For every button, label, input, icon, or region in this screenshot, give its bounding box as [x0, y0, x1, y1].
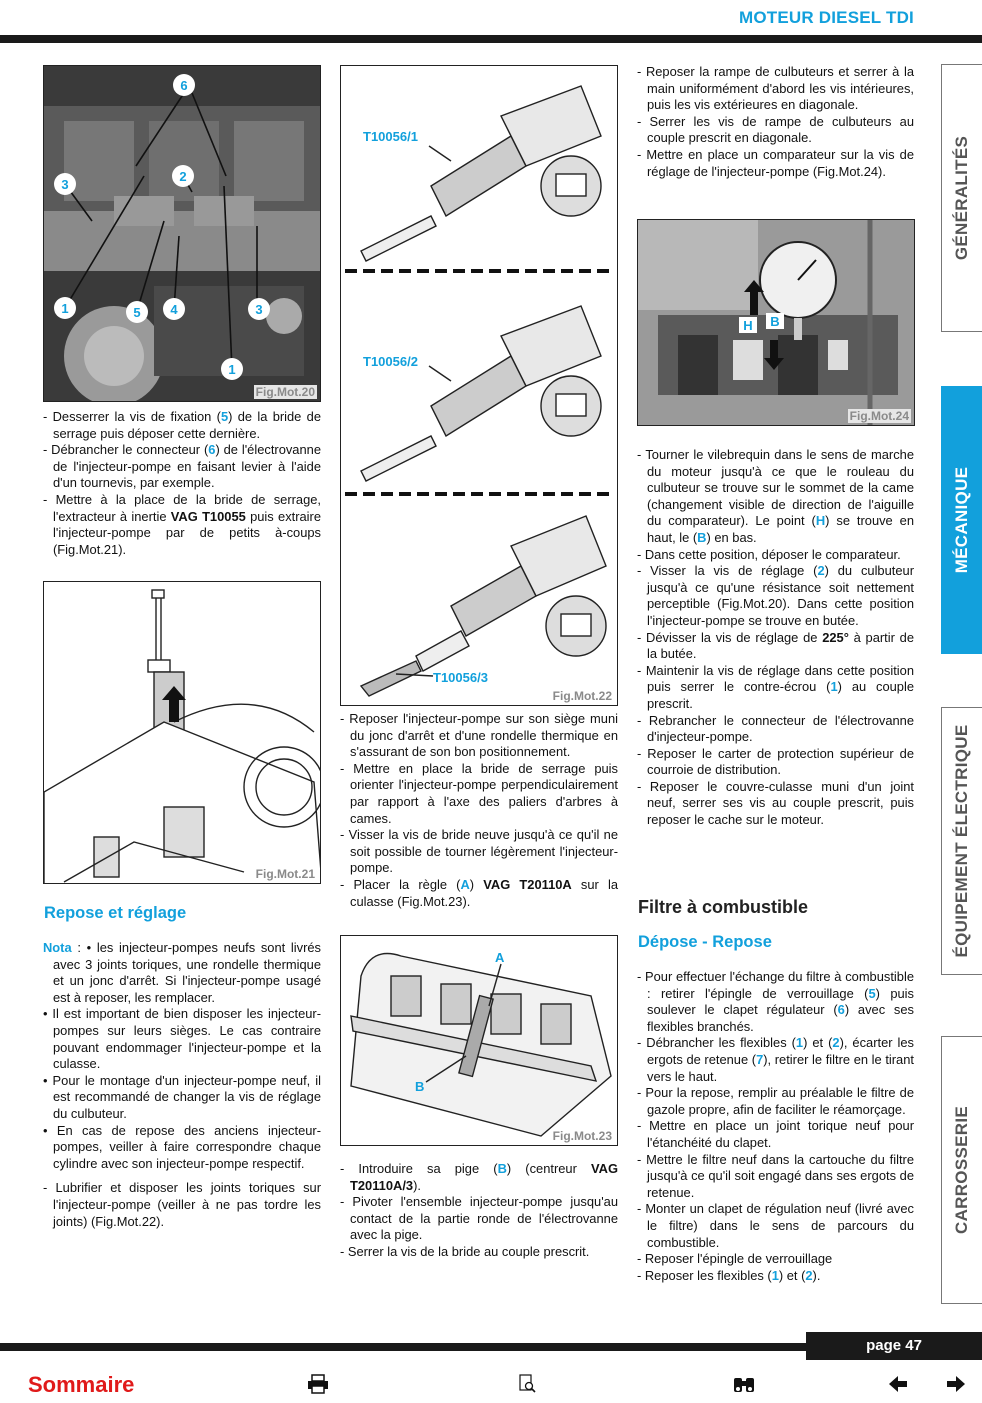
tab-generalites[interactable]	[941, 64, 982, 332]
search-document-icon[interactable]	[519, 1374, 537, 1399]
tab-label: GÉNÉRALITÉS	[952, 135, 971, 261]
list-item: - Rebrancher le connecteur de l'électrovanne d'injecteur-pompe.	[637, 712, 914, 745]
tab-label: MÉCANIQUE	[952, 466, 971, 574]
figure-mot-21	[43, 581, 321, 884]
list-item: - Mettre en place un joint torique neuf pour l'étanchéité du clapet.	[637, 1118, 914, 1150]
column-3-steps-2	[637, 447, 914, 829]
section-heading-filtre: Filtre à combustible	[638, 897, 809, 917]
list-item: - Reposer les flexibles (1) et (2).	[637, 1267, 821, 1283]
section-heading-repose-reglage: Repose et réglage	[44, 904, 187, 922]
list-item: - Introduire sa pige (B) (centreur VAG T20110A/3).	[340, 1161, 618, 1193]
tab-label: ÉQUIPEMENT ÉLECTRIQUE	[952, 724, 971, 958]
header-bar	[0, 35, 982, 43]
binoculars-icon[interactable]	[732, 1374, 756, 1399]
column-3-steps	[637, 64, 914, 180]
list-item: - Mettre à la place de la bride de serrage, l'extracteur à inertie VAG T10055 puis extraire l'injecteur-pompe par de petits à-coups (Fig.Mot.21).	[43, 491, 322, 557]
column-1-steps	[43, 409, 321, 558]
callout-label: 6	[180, 78, 188, 93]
figure-caption: Fig.Mot.20	[255, 385, 315, 399]
figure-mot-22	[340, 65, 618, 706]
list-item: - Visser la vis de réglage (2) du culbuteur jusqu'à ce qu'une résistance soit nettement perceptible (Fig.Mot.20). Dans cette position l'injecteur-pompe se trouve en butée.	[637, 563, 914, 628]
column-2-steps	[340, 711, 618, 910]
list-item: - Débrancher le connecteur (6) de l'électrovanne de l'injecteur-pompe en faisant levier à l'aide d'un tournevis, par exemple.	[43, 442, 321, 491]
list-item: - Dans cette position, déposer le comparateur.	[637, 546, 901, 562]
figure-caption: Fig.Mot.24	[849, 409, 909, 423]
callout-label: 4	[170, 302, 178, 317]
list-item: - Dévisser la vis de réglage de 225° à partir de la butée.	[637, 629, 914, 662]
list-item: - Mettre en place la bride de serrage puis orienter l'injecteur-pompe perpendiculairement par rapport à l'axe des paliers d'arbres à cames.	[340, 760, 618, 826]
list-item: - Reposer le carter de protection supérieur de courroie de distribution.	[637, 745, 914, 778]
part-label: A	[495, 950, 505, 965]
tab-equipement-electrique[interactable]	[941, 707, 982, 975]
list-item: - Maintenir la vis de réglage dans cette position puis serrer le contre-écrou (1) au couple prescrit.	[637, 662, 915, 711]
section-heading-depose-repose: Dépose - Repose	[638, 933, 772, 951]
figure-mot-24	[637, 219, 915, 426]
arrow-right-icon[interactable]	[945, 1374, 967, 1399]
header-title: MOTEUR DIESEL TDI	[739, 8, 914, 27]
dial-gauge-photo-illustration	[638, 220, 915, 426]
list-item: - Reposer le couvre-culasse muni d'un joint neuf, serrer ses vis au couple prescrit, puis reposer le cache sur le moteur.	[637, 778, 914, 828]
point-label: H	[743, 318, 753, 333]
callout-label: 5	[133, 305, 141, 320]
figure-mot-23	[340, 935, 618, 1146]
list-item: - Reposer l'injecteur-pompe sur son siège muni du jonc d'arrêt et d'une rondelle thermique en s'assurant de son bon positionnement.	[340, 711, 618, 760]
nota-item: • Pour le montage d'un injecteur-pompe neuf, il est recommandé de changer la vis de réglage du culbuteur.	[43, 1072, 321, 1121]
callout-label: 3	[61, 177, 69, 192]
list-item: - Visser la vis de bride neuve jusqu'à ce qu'il ne soit possible de tourner légèrement l'injecteur-pompe.	[340, 827, 618, 876]
tool-label: T10056/1	[363, 129, 418, 144]
list-item: - Desserrer la vis de fixation (5) de la bride de serrage puis déposer cette dernière.	[43, 409, 321, 441]
sommaire-link[interactable]: Sommaire	[28, 1372, 135, 1397]
injector-pumps-illustration	[341, 66, 618, 706]
list-item: - Serrer la vis de la bride au couple prescrit.	[340, 1243, 590, 1259]
callout-label: 1	[228, 362, 236, 377]
list-item: - Pour la repose, remplir au préalable le filtre de gazole propre, afin de faciliter le réamorçage.	[637, 1085, 914, 1117]
list-item: - Serrer les vis de rampe de culbuteurs au couple prescrit en diagonale.	[637, 113, 914, 146]
tab-mecanique[interactable]	[941, 386, 982, 654]
callout-label: 2	[179, 169, 187, 184]
column-2-steps-2	[340, 1161, 618, 1261]
list-item: - Reposer la rampe de culbuteurs et serrer à la main uniformément d'abord les vis intérieures, puis les vis extérieures en diagonale.	[637, 64, 914, 113]
engine-photo-illustration	[44, 66, 321, 402]
tab-carrosserie[interactable]	[941, 1036, 982, 1304]
callout-label: 1	[61, 301, 69, 316]
part-label: B	[415, 1079, 425, 1094]
nota-item: • Il est important de bien disposer les injecteur-pompes sur leurs sièges. Le cas contraire pouvant endommager l'injecteur-pompe et la culasse.	[43, 1006, 321, 1072]
nota-item: Nota : • les injecteur-pompes neufs sont livrés avec 3 joints toriques, une rondelle thermique et un jonc d'arrêt. Si l'injecteur-pompe usagé est à reposer, les remplacer.	[43, 940, 321, 1005]
list-item: - Mettre en place un comparateur sur la vis de réglage de l'injecteur-pompe (Fig.Mot.24).	[637, 146, 914, 179]
nota-item: • En cas de repose des anciens injecteur-pompes, veiller à faire correspondre chaque cylindre avec son injecteur-pompe respectif.	[43, 1122, 321, 1171]
tool-label: T10056/2	[363, 354, 418, 369]
nota-label: Nota	[43, 940, 72, 955]
tool-label: T10056/3	[433, 670, 488, 685]
point-label: B	[770, 314, 780, 329]
list-item: - Pour effectuer l'échange du filtre à combustible : retirer l'épingle de verrouillage (5) puis soulever le clapet régulateur (6) avec ses flexibles branchés.	[637, 969, 914, 1034]
tab-label: CARROSSERIE	[952, 1106, 971, 1234]
list-item: - Mettre le filtre neuf dans la cartouche du filtre jusqu'à ce qu'il soit engagé dans ses ergots de retenue.	[637, 1151, 914, 1200]
figure-caption: Fig.Mot.22	[552, 689, 612, 703]
list-item: - Tourner le vilebrequin dans le sens de marche du moteur jusqu'à ce que le rouleau du culbuteur se trouve sur le sommet de la came (changement visible de direction de l'aiguille du comparateur). Le point (H) se trouve en haut, le (B) en bas.	[637, 447, 914, 545]
column-3-steps-3	[637, 969, 914, 1284]
ruler-on-cylinder-head-illustration	[341, 936, 618, 1146]
printer-icon[interactable]	[307, 1374, 329, 1399]
list-item: - Reposer l'épingle de verrouillage	[637, 1251, 833, 1267]
list-item: - Débrancher les flexibles (1) et (2), écarter les ergots de retenue (7), retirer le filtre en le tirant vers le haut.	[637, 1035, 914, 1084]
arrow-left-icon[interactable]	[887, 1374, 909, 1399]
figure-mot-20	[43, 65, 321, 402]
list-item: - Placer la règle (A) VAG T20110A sur la culasse (Fig.Mot.23).	[340, 876, 619, 909]
list-item: - Lubrifier et disposer les joints toriques sur l'injecteur-pompe (veiller à ne pas tordre les joints) (Fig.Mot.22).	[43, 1180, 321, 1229]
column-1-notes	[43, 940, 321, 1230]
list-item: - Monter un clapet de régulation neuf (livré avec le filtre) dans le sens de parcours du combustible.	[637, 1201, 914, 1250]
figure-caption: Fig.Mot.21	[255, 867, 315, 881]
list-item: - Pivoter l'ensemble injecteur-pompe jusqu'au contact de la partie ronde de l'électrovanne avec la pige.	[340, 1194, 618, 1243]
page-number: page 47	[806, 1332, 982, 1360]
figure-caption: Fig.Mot.23	[552, 1129, 612, 1143]
extractor-illustration	[44, 582, 321, 884]
callout-label: 3	[255, 302, 263, 317]
